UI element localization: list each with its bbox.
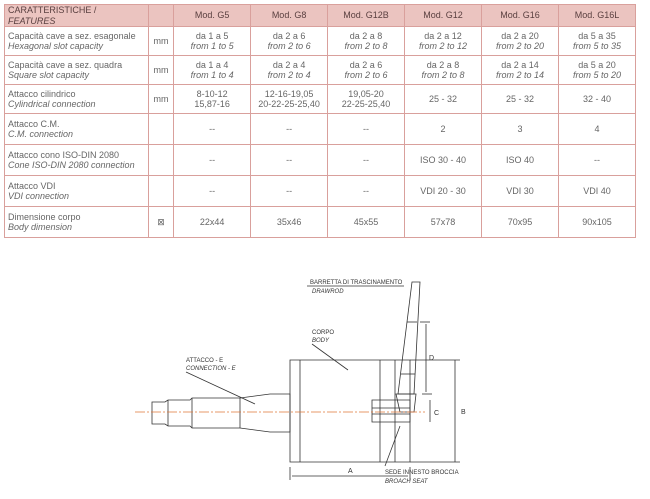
value-line-1: VDI 40 <box>583 185 611 196</box>
value-cell <box>328 114 405 145</box>
feature-it: Attacco VDI <box>8 180 56 191</box>
value-cell <box>405 56 482 85</box>
table-row <box>5 27 636 56</box>
value-cell <box>328 85 405 114</box>
feature-cell <box>5 114 149 145</box>
value-cell <box>251 85 328 114</box>
drawrod-outline <box>398 282 420 394</box>
value-cell <box>482 207 559 238</box>
value-line-2: from 2 to 6 <box>267 41 311 51</box>
feature-it: Dimensione corpo <box>8 211 81 222</box>
model-header: Mod. G8 <box>251 5 328 27</box>
connection-label-it: ATTACCO - E <box>186 358 224 364</box>
value-line-1: 45x55 <box>353 216 379 227</box>
value-cell <box>174 85 251 114</box>
value-line-2: from 1 to 4 <box>190 70 234 80</box>
value-cell <box>174 207 251 238</box>
feature-en: Hexagonal slot capacity <box>8 41 104 51</box>
value-line-1: -- <box>363 154 370 165</box>
value-line-1: 25 - 32 <box>505 93 534 104</box>
table-row <box>5 145 636 176</box>
value-line-2: from 2 to 8 <box>421 70 465 80</box>
unit-cell <box>148 176 173 207</box>
value-line-1: 90x105 <box>582 216 612 227</box>
features-table <box>4 4 636 238</box>
value-line-1: 12-16-19,05 <box>264 88 314 99</box>
value-cell <box>405 176 482 207</box>
value-line-1: 57x78 <box>430 216 456 227</box>
value-line-1: da 2 a 20 <box>501 30 539 41</box>
tool-drawing <box>0 262 650 499</box>
value-line-1: VDI 20 - 30 <box>420 185 466 196</box>
value-cell <box>405 85 482 114</box>
feature-en: Square slot capacity <box>8 70 90 80</box>
value-cell <box>482 145 559 176</box>
feature-it: Capacità cave a sez. quadra <box>8 59 123 70</box>
model-header: Mod. G12 <box>405 5 482 27</box>
value-line-1: 70x95 <box>507 216 533 227</box>
value-cell <box>174 27 251 56</box>
model-header: Mod. G16 <box>482 5 559 27</box>
dimension-d: D <box>429 355 435 362</box>
feature-it: Attacco cono ISO-DIN 2080 <box>8 149 120 160</box>
value-cell <box>558 207 635 238</box>
value-line-1: da 5 a 20 <box>578 59 616 70</box>
value-cell <box>558 114 635 145</box>
value-cell <box>251 56 328 85</box>
seat-label-it: SEDE INNESTO BROCCIA <box>385 470 459 476</box>
value-line-1: da 1 a 4 <box>195 59 229 70</box>
value-line-1: 22x44 <box>199 216 225 227</box>
feature-en: VDI connection <box>8 191 70 201</box>
body-label-it: CORPO <box>312 330 335 336</box>
value-cell <box>251 114 328 145</box>
value-cell <box>251 207 328 238</box>
unit-cell <box>148 114 173 145</box>
value-line-1: -- <box>209 123 216 134</box>
dimension-a: A <box>348 468 353 475</box>
value-cell <box>251 176 328 207</box>
value-line-1: -- <box>286 185 293 196</box>
table-row <box>5 56 636 85</box>
value-line-1: 4 <box>594 123 600 134</box>
value-cell <box>251 145 328 176</box>
seat-label-en: BROACH SEAT <box>385 479 428 485</box>
dimension-b: B <box>461 409 466 416</box>
value-line-1: 35x46 <box>276 216 302 227</box>
value-cell <box>328 27 405 56</box>
value-line-1: -- <box>593 154 600 165</box>
features-header: CARATTERISTICHE / FEATURES <box>5 5 149 27</box>
table-row <box>5 176 636 207</box>
shank-outline <box>152 394 290 432</box>
model-header: Mod. G5 <box>174 5 251 27</box>
value-cell <box>405 114 482 145</box>
value-line-2: from 2 to 12 <box>419 41 468 51</box>
broach-seat-outline <box>372 400 410 422</box>
value-line-2: from 2 to 14 <box>495 70 544 80</box>
value-cell <box>251 27 328 56</box>
value-line-1: -- <box>363 123 370 134</box>
value-line-1: da 2 a 6 <box>272 30 306 41</box>
value-line-2: 22-25-25,40 <box>341 99 391 109</box>
value-line-1: -- <box>363 185 370 196</box>
value-cell <box>482 27 559 56</box>
value-line-1: da 2 a 14 <box>501 59 539 70</box>
drawbar-label-en: DRAWROD <box>312 289 344 295</box>
value-cell <box>405 27 482 56</box>
value-line-1: da 1 a 5 <box>195 30 229 41</box>
unit-cell: mm <box>148 85 173 114</box>
value-cell <box>482 85 559 114</box>
value-line-1: da 2 a 4 <box>272 59 306 70</box>
feature-en: C.M. connection <box>8 129 74 139</box>
table-row <box>5 85 636 114</box>
value-line-1: 8-10-12 <box>196 88 228 99</box>
value-line-1: ISO 40 <box>505 154 534 165</box>
value-cell <box>328 56 405 85</box>
model-header: Mod. G12B <box>328 5 405 27</box>
unit-header <box>148 5 173 27</box>
value-cell <box>174 56 251 85</box>
value-line-2: from 5 to 35 <box>572 41 621 51</box>
value-line-1: -- <box>209 185 216 196</box>
value-line-2: from 5 to 20 <box>572 70 621 80</box>
connection-label-en: CONNECTION - E <box>186 366 236 372</box>
value-cell <box>328 176 405 207</box>
value-cell <box>482 176 559 207</box>
value-cell <box>558 145 635 176</box>
value-line-1: da 2 a 8 <box>349 30 383 41</box>
value-line-1: 3 <box>517 123 523 134</box>
drawbar-label-it: BARRETTA DI TRASCINAMENTO <box>310 280 403 286</box>
feature-it: Attacco C.M. <box>8 118 60 129</box>
value-line-1: da 2 a 6 <box>349 59 383 70</box>
feature-cell <box>5 145 149 176</box>
value-cell <box>174 114 251 145</box>
feature-cell <box>5 27 149 56</box>
value-line-2: from 2 to 4 <box>267 70 311 80</box>
feature-cell <box>5 56 149 85</box>
unit-cell: mm <box>148 56 173 85</box>
value-line-1: da 2 a 8 <box>426 59 460 70</box>
value-line-1: 19,05-20 <box>348 88 384 99</box>
model-header: Mod. G16L <box>558 5 635 27</box>
value-cell <box>482 114 559 145</box>
unit-cell: mm <box>148 27 173 56</box>
unit-cell: ⊠ <box>148 207 173 238</box>
value-cell <box>405 145 482 176</box>
value-line-1: 25 - 32 <box>429 93 458 104</box>
value-line-1: da 2 a 12 <box>424 30 462 41</box>
value-line-1: 32 - 40 <box>582 93 611 104</box>
value-cell <box>174 145 251 176</box>
feature-en: Body dimension <box>8 222 73 232</box>
body-label-en: BODY <box>312 338 330 344</box>
value-line-1: -- <box>286 123 293 134</box>
value-cell <box>405 207 482 238</box>
value-line-1: 2 <box>440 123 446 134</box>
value-line-2: 20-22-25-25,40 <box>258 99 320 109</box>
value-line-1: -- <box>209 154 216 165</box>
value-line-2: from 1 to 5 <box>190 41 234 51</box>
value-cell <box>482 56 559 85</box>
unit-cell <box>148 145 173 176</box>
value-line-2: from 2 to 8 <box>344 41 388 51</box>
value-cell <box>558 27 635 56</box>
feature-cell <box>5 207 149 238</box>
value-line-1: da 5 a 35 <box>578 30 616 41</box>
feature-it: Attacco cilindrico <box>8 88 76 99</box>
value-line-2: from 2 to 20 <box>495 41 544 51</box>
value-cell <box>328 145 405 176</box>
value-line-2: from 2 to 6 <box>344 70 388 80</box>
value-cell <box>174 176 251 207</box>
value-cell <box>558 176 635 207</box>
feature-en: Cone ISO-DIN 2080 connection <box>8 160 135 170</box>
value-line-1: -- <box>286 154 293 165</box>
feature-cell <box>5 176 149 207</box>
value-line-1: VDI 30 <box>506 185 534 196</box>
table-header-row <box>5 5 636 27</box>
value-line-2: 15,87-16 <box>194 99 230 109</box>
feature-cell <box>5 85 149 114</box>
feature-it: Capacità cave a sez. esagonale <box>8 30 136 41</box>
value-cell <box>328 207 405 238</box>
table-row <box>5 114 636 145</box>
value-cell <box>558 85 635 114</box>
table-row <box>5 207 636 238</box>
dimension-c: C <box>434 410 440 417</box>
value-line-1: ISO 30 - 40 <box>420 154 467 165</box>
value-cell <box>558 56 635 85</box>
feature-en: Cylindrical connection <box>8 99 96 109</box>
